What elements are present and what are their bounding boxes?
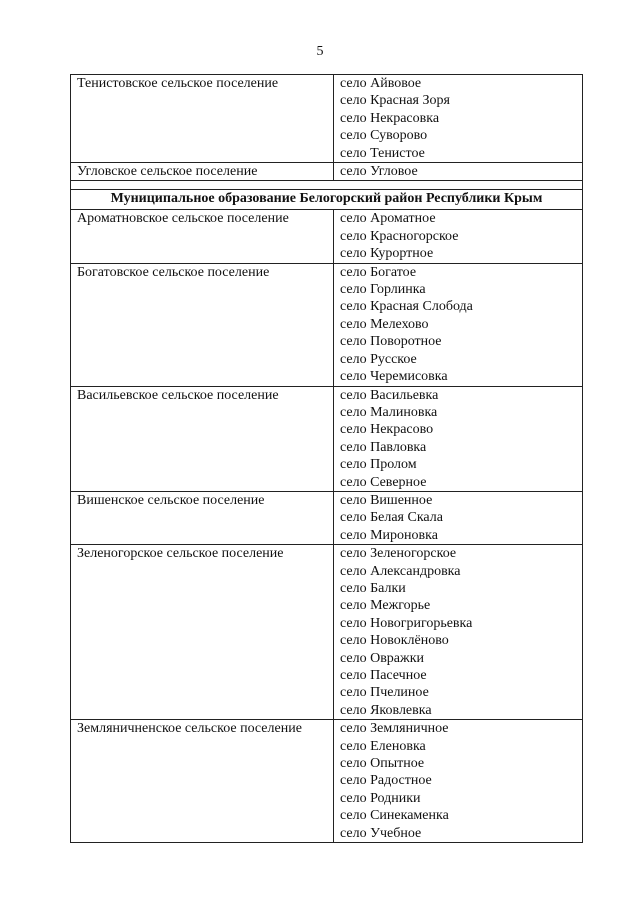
table-row	[71, 386, 583, 491]
village-name: село Пчелиное	[340, 685, 429, 701]
village-name: село Поворотное	[340, 334, 442, 350]
table-row	[71, 545, 583, 720]
region-heading-row	[71, 190, 583, 210]
settlement-name: Ароматновское сельское поселение	[71, 210, 334, 263]
table-row	[71, 720, 583, 843]
village-name: село Новогригорьевка	[340, 615, 473, 631]
village-name: село Зеленогорское	[340, 546, 457, 562]
village-name: село Вишенное	[340, 492, 433, 508]
table-row	[71, 163, 583, 181]
village-name: село Богатое	[340, 264, 417, 280]
settlement-name: Зеленогорское сельское поселение	[71, 545, 334, 720]
village-name: село Павловка	[340, 439, 427, 455]
village-name: село Красная Слобода	[340, 299, 473, 315]
village-name: село Некрасово	[340, 422, 434, 438]
settlement-name: Угловское сельское поселение	[71, 163, 334, 181]
table-row	[71, 75, 583, 163]
village-name: село Межгорье	[340, 598, 431, 614]
spacer-cell	[71, 181, 583, 190]
village-name: село Балки	[340, 580, 406, 596]
village-name: село Малиновка	[340, 404, 438, 420]
village-name: село Русское	[340, 351, 417, 367]
table-row	[71, 491, 583, 544]
village-name: село Курортное	[340, 246, 434, 262]
villages-cell	[334, 163, 583, 181]
village-name: село Ароматное	[340, 211, 436, 227]
villages-cell	[334, 210, 583, 263]
table-row	[71, 263, 583, 386]
settlement-name: Тенистовское сельское поселение	[71, 75, 334, 163]
village-name: село Айвовое	[340, 76, 422, 91]
villages-cell	[334, 720, 583, 843]
village-name: село Новоклёново	[340, 633, 449, 649]
settlement-name: Земляничненское сельское поселение	[71, 720, 334, 843]
village-name: село Еленовка	[340, 738, 426, 754]
village-name: село Яковлевка	[340, 702, 432, 718]
village-name: село Земляничное	[340, 721, 449, 737]
village-name: село Тенистое	[340, 145, 425, 161]
village-name: село Угловое	[340, 164, 418, 180]
page-number: 5	[316, 44, 324, 59]
village-name: село Белая Скала	[340, 510, 443, 526]
village-name: село Опытное	[340, 756, 425, 772]
village-name: село Красногорское	[340, 228, 459, 244]
village-name: село Горлинка	[340, 282, 426, 298]
village-name: село Учебное	[340, 825, 422, 841]
village-name: село Родники	[340, 790, 421, 806]
settlements-table	[70, 74, 583, 843]
village-name: село Суворово	[340, 128, 428, 144]
settlement-name: Васильевское сельское поселение	[71, 386, 334, 491]
village-name: село Красная Зоря	[340, 93, 450, 109]
village-name: село Радостное	[340, 773, 432, 789]
villages-cell	[334, 545, 583, 720]
village-name: село Овражки	[340, 650, 424, 666]
village-name: село Черемисовка	[340, 369, 448, 385]
villages-cell	[334, 263, 583, 386]
village-name: село Мелехово	[340, 316, 429, 332]
region-heading: Муниципальное образование Белогорский район Республики Крым	[71, 190, 583, 210]
village-name: село Александровка	[340, 563, 461, 579]
village-name: село Синекаменка	[340, 808, 449, 824]
settlement-name: Богатовское сельское поселение	[71, 263, 334, 386]
villages-cell	[334, 75, 583, 163]
village-name: село Северное	[340, 474, 427, 490]
spacer-row	[71, 181, 583, 190]
village-name: село Васильевка	[340, 387, 439, 403]
villages-cell	[334, 386, 583, 491]
belogorsky-rows	[71, 210, 583, 843]
village-name: село Пролом	[340, 457, 417, 473]
table-row	[71, 210, 583, 263]
settlement-name: Вишенское сельское поселение	[71, 491, 334, 544]
continuation-rows	[71, 75, 583, 181]
village-name: село Мироновка	[340, 527, 438, 543]
region-heading-group	[71, 181, 583, 210]
villages-cell	[334, 491, 583, 544]
village-name: село Пасечное	[340, 668, 427, 683]
village-name: село Некрасовка	[340, 110, 440, 126]
